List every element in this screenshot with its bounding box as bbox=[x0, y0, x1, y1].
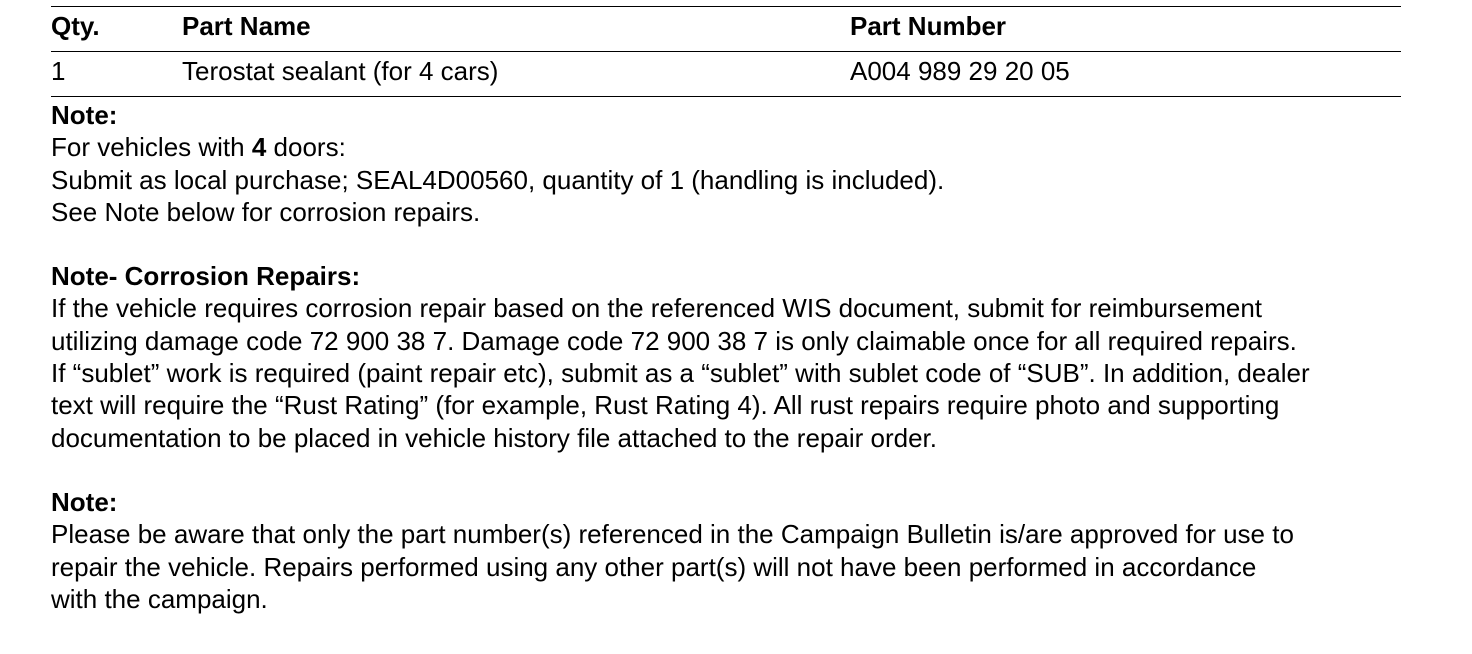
table-row bbox=[51, 52, 1401, 97]
corrosion-note-line: utilizing damage code 72 900 38 7. Damage code 72 900 38 7 is only claimable once for all required repairs. bbox=[51, 325, 1297, 356]
note-line: Please be aware that only the part number(s) referenced in the Campaign Bulletin is/are approved for use to bbox=[51, 519, 1294, 550]
document-page bbox=[51, 0, 1401, 615]
header-part-name: Part Name bbox=[182, 11, 311, 41]
row-part-name: Terostat sealant (for 4 cars) bbox=[182, 56, 499, 86]
row-part-number: A004 989 29 20 05 bbox=[850, 56, 1070, 86]
note-line: with the campaign. bbox=[51, 583, 268, 614]
header-part-number: Part Number bbox=[850, 11, 1007, 41]
header-qty: Qty. bbox=[51, 11, 100, 41]
corrosion-note-line: If the vehicle requires corrosion repair based on the referenced WIS document, submit for reimbursement bbox=[51, 293, 1263, 324]
spacer bbox=[51, 454, 1401, 486]
door-count: 4 bbox=[251, 132, 267, 163]
note-text: doors: bbox=[266, 132, 346, 163]
note-line: See Note below for corrosion repairs. bbox=[51, 196, 481, 227]
note-heading: Note: bbox=[51, 100, 118, 130]
note-heading: Note: bbox=[51, 486, 118, 517]
notes-section bbox=[51, 99, 1401, 615]
corrosion-note-heading: Note- Corrosion Repairs: bbox=[51, 261, 361, 292]
note-text: For vehicles with bbox=[51, 132, 252, 163]
spacer bbox=[51, 228, 1401, 260]
note-line: repair the vehicle. Repairs performed using any other part(s) will not have been performed in accordance bbox=[51, 551, 1257, 582]
parts-table-header-row bbox=[51, 7, 1401, 52]
corrosion-note-line: If “sublet” work is required (paint repair etc), submit as a “sublet” with sublet code of “SUB”. In addition, dealer bbox=[51, 358, 1310, 389]
note-line: Submit as local purchase; SEAL4D00560, quantity of 1 (handling is included). bbox=[51, 164, 945, 195]
row-qty: 1 bbox=[51, 56, 66, 86]
note-line bbox=[51, 131, 1401, 163]
parts-table bbox=[51, 6, 1401, 97]
corrosion-note-line: text will require the “Rust Rating” (for example, Rust Rating 4). All rust repairs require photo and supporting bbox=[51, 390, 1280, 421]
corrosion-note-line: documentation to be placed in vehicle history file attached to the repair order. bbox=[51, 422, 937, 453]
